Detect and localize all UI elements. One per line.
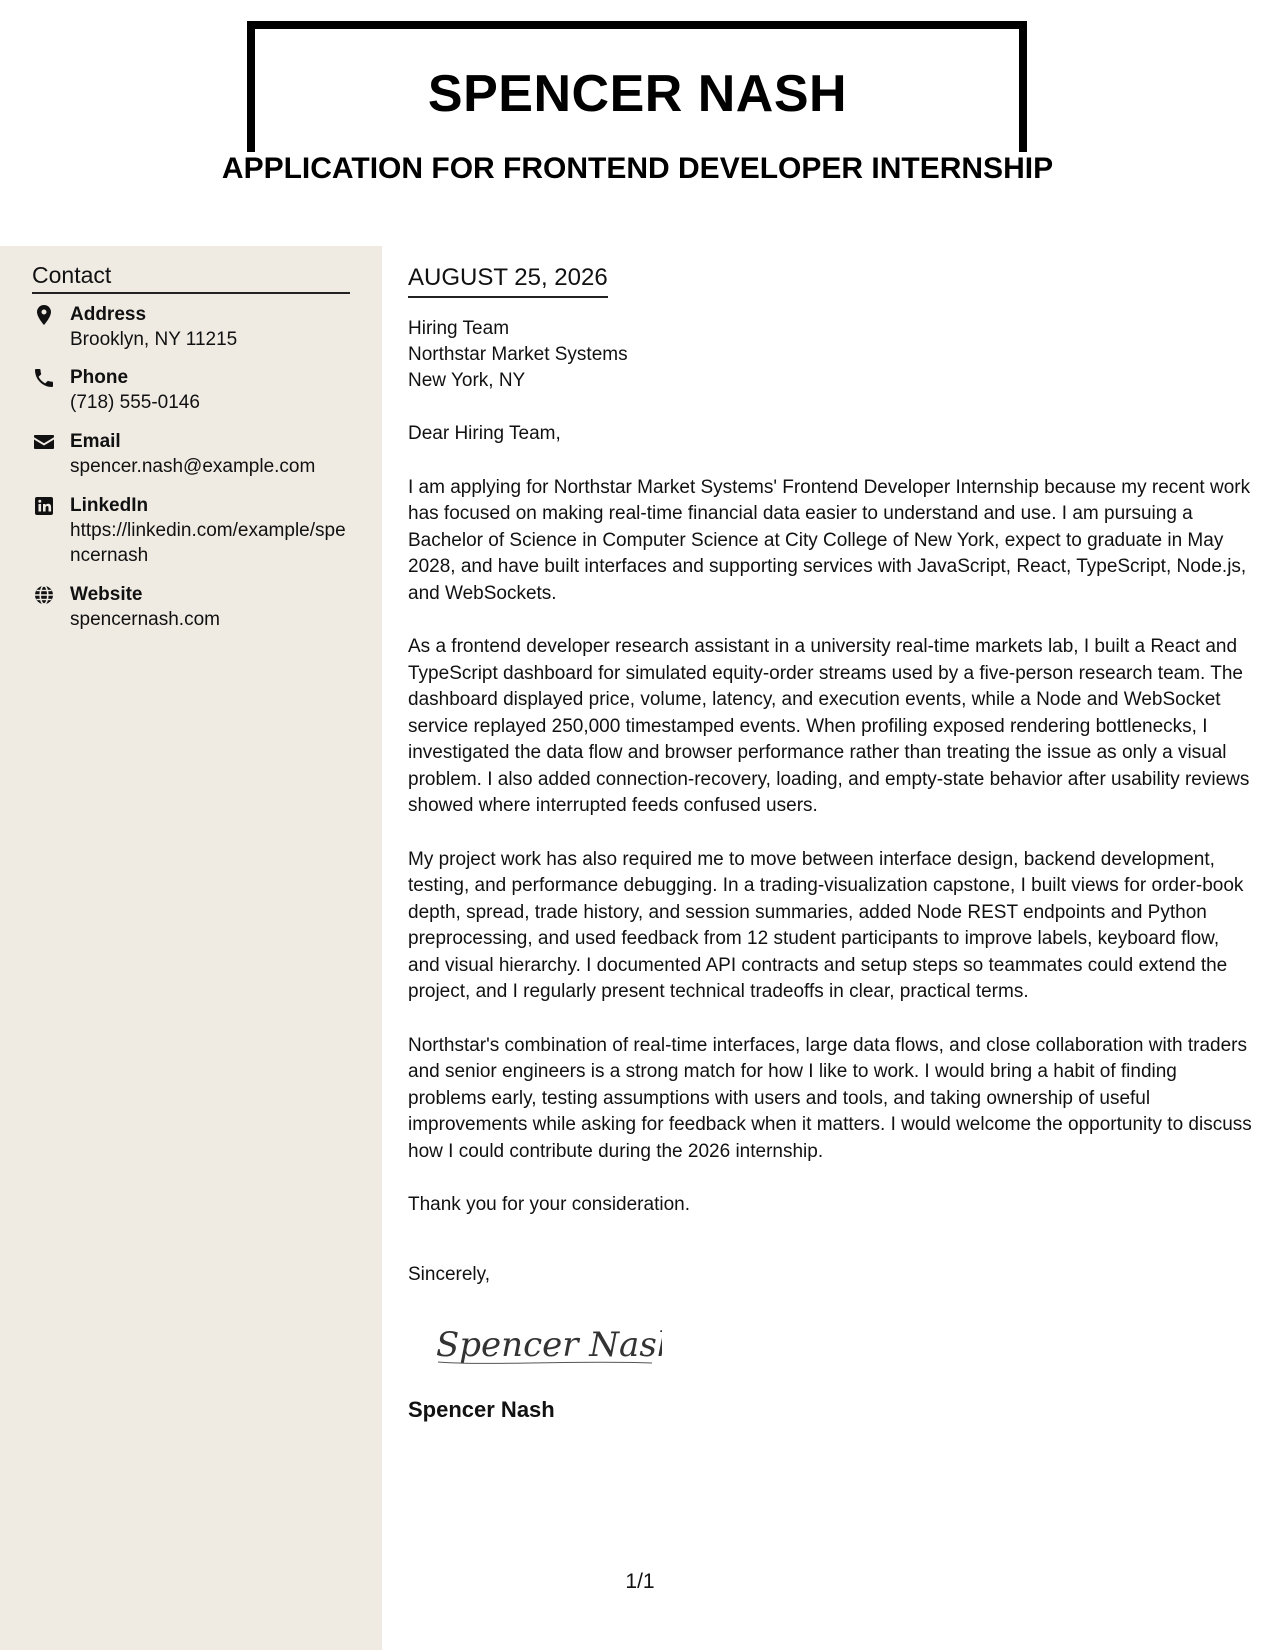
linkedin-icon [32,494,56,518]
letter-date: AUGUST 25, 2026 [408,262,608,298]
signoff: Sincerely, [408,1263,491,1285]
letter-paragraph: My project work has also required me to move between interface design, backend development, testing, and performance debugging. In a trading-visualization capstone, I built views for order-book depth, spread, trade history, and session summaries, added Node REST endpoints and Python preprocessing, and used feedback from 12 student participants to improve labels, keyboard flow, and visual hierarchy. I documented API contracts and setup steps so teammates could extend the project, and I regularly present technical tradeoffs in clear, practical terms. [408,848,1244,1002]
globe-icon [32,583,56,607]
contact-label: Website [70,584,143,605]
contact-value: (718) 555-0146 [70,392,200,413]
contact-heading: Contact [32,262,350,294]
letter-body [408,262,1253,1423]
location-pin-icon [32,303,56,327]
letter-paragraph: Northstar's combination of real-time interfaces, large data flows, and close collaboration with traders and senior engineers is a strong match for how I like to work. I would bring a habit of finding problems early, testing assumptions with users and tools, and taking ownership of useful improvements while asking for feedback when it matters. I would welcome the opportunity to discuss how I could contribute during the 2026 internship. [408,1034,1252,1162]
contact-value: spencer.nash@example.com [70,456,316,477]
contact-value[interactable]: spencernash.com [70,609,220,630]
recipient-line: Hiring Team [408,318,510,339]
signer-name: Spencer Nash [408,1396,555,1422]
letter-paragraph: As a frontend developer research assistant in a university real-time markets lab, I built a React and TypeScript dashboard for simulated equity-order streams used by a five-person research team. The dashboard displayed price, volume, latency, and execution events, while a Node and WebSocket service replayed 250,000 timestamped events. When profiling exposed rendering bottlenecks, I investigated the data flow and browser performance rather than treating the issue as only a visual problem. I also added connection-recovery, loading, and empty-state behavior after usability reviews showed where interrupted feeds confused users. [408,636,1250,816]
contact-label: Phone [70,367,129,388]
phone-icon [32,366,56,390]
signature-text: Spencer Nash [436,1325,662,1365]
handwritten-signature [432,1316,662,1376]
closing-thanks: Thank you for your consideration. [408,1194,690,1215]
contact-value: Brooklyn, NY 11215 [70,329,238,350]
application-title [0,152,1275,186]
contact-value[interactable]: https://linkedin.com/example/spencernash [70,520,346,566]
application-title-text: APPLICATION FOR FRONTEND DEVELOPER INTERNSHIP [216,152,1059,185]
recipient-block [408,316,1253,394]
salutation: Dear Hiring Team, [408,423,561,444]
letter-paragraph: I am applying for Northstar Market Systems' Frontend Developer Internship because my recent work has focused on making real-time financial data easier to understand and use. I am pursuing a Bachelor of Science in Computer Science at City College of New York, expect to graduate in May 2028, and have built interfaces and supporting services with JavaScript, React, TypeScript, Node.js, and WebSockets. [408,476,1251,604]
page-number: 1/1 [625,1570,655,1593]
recipient-line: New York, NY [408,370,526,391]
recipient-line: Northstar Market Systems [408,344,628,365]
applicant-name: SPENCER NASH [427,65,848,123]
contact-label: LinkedIn [70,495,149,516]
envelope-icon [32,430,56,454]
contact-label: Email [70,431,121,452]
contact-label: Address [70,304,147,325]
